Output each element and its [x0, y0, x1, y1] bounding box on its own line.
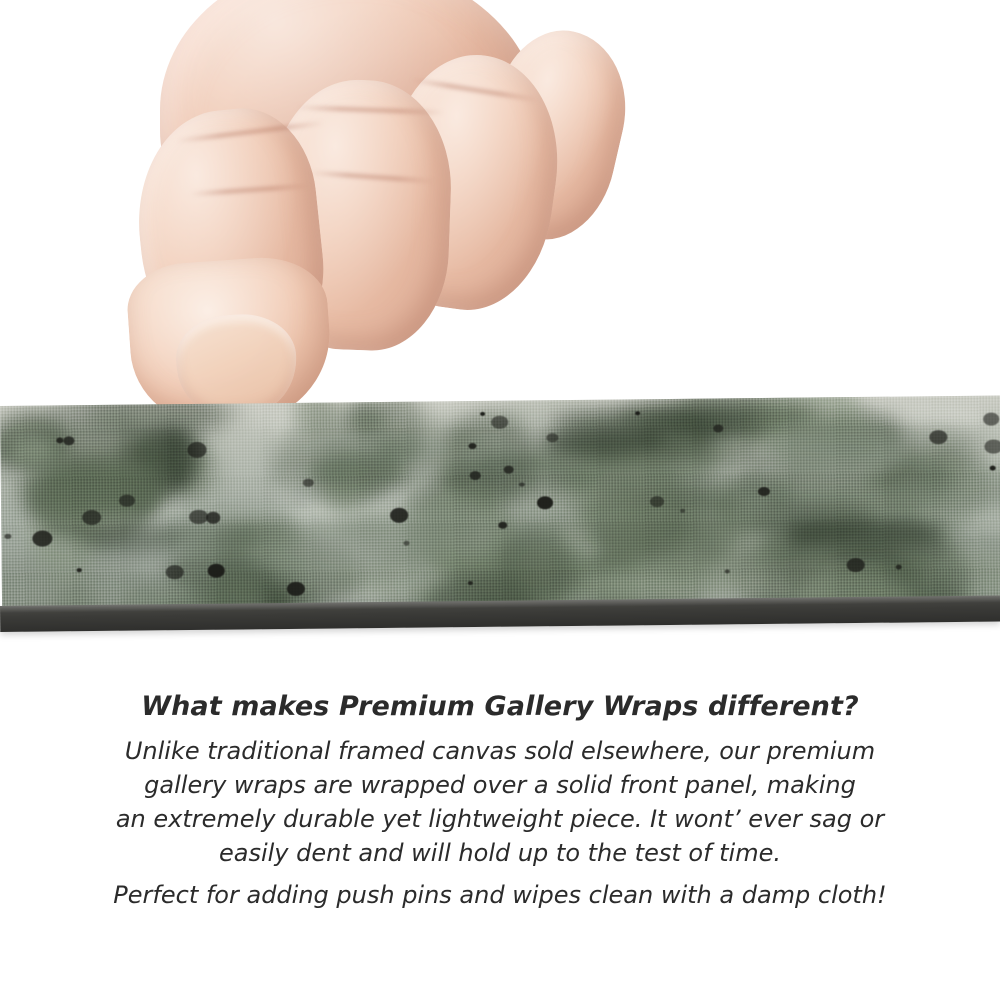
caption-line-1: Unlike traditional framed canvas sold elsewhere, our premium — [124, 736, 876, 765]
caption-line-2: gallery wraps are wrapped over a solid front panel, making — [144, 770, 856, 799]
paint-speck — [403, 541, 409, 546]
canvas-edge-print — [0, 396, 1000, 618]
paint-speck — [287, 582, 304, 596]
paint-speck — [757, 487, 769, 497]
paint-speck — [985, 440, 1000, 454]
paint-speck — [725, 569, 730, 573]
paint-speck — [635, 411, 640, 415]
paint-speck — [33, 530, 53, 546]
paint-speck — [208, 564, 225, 578]
paint-speck — [846, 558, 864, 573]
paint-speck — [929, 430, 947, 444]
paint-speck — [206, 512, 221, 524]
canvas-weave-texture — [0, 396, 1000, 618]
paint-speck — [989, 466, 995, 471]
paint-speck — [187, 442, 206, 458]
paint-speck — [680, 509, 685, 513]
caption-heading: What makes Premium Gallery Wraps different? — [141, 691, 859, 722]
paint-speck — [504, 466, 514, 474]
paint-speck — [4, 533, 11, 538]
caption-line-3: an extremely durable yet lightweight piece. It wont’ ever sag or — [115, 804, 885, 833]
caption-line-4: easily dent and will hold up to the test of time. — [218, 838, 781, 867]
paint-speck — [983, 413, 999, 426]
caption-block — [0, 690, 1000, 912]
paint-speck — [480, 412, 485, 416]
paint-speck — [77, 569, 81, 572]
paint-speck — [650, 496, 664, 507]
hand-illustration — [120, 0, 560, 430]
caption-line-5: Perfect for adding push pins and wipes clean with a damp cloth! — [113, 881, 887, 910]
paint-speck — [467, 581, 473, 585]
paint-speck — [470, 471, 481, 480]
paint-speck — [166, 565, 184, 579]
